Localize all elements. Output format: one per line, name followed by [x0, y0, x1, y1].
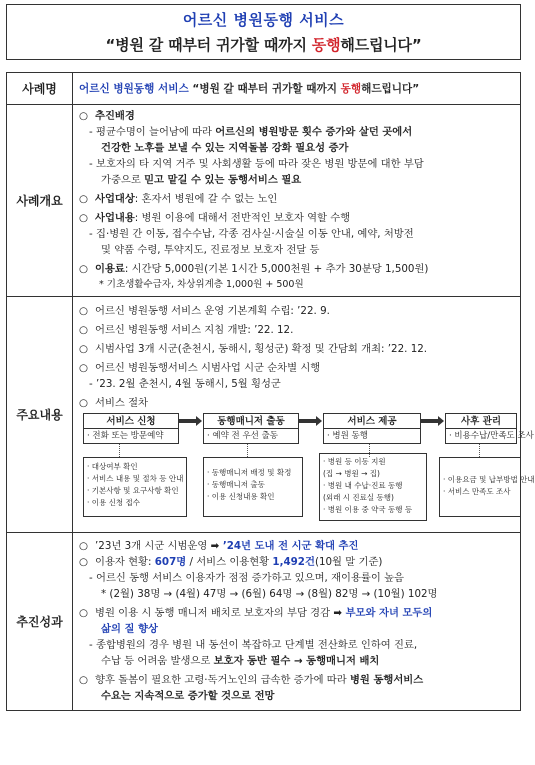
- case-name-pre: “병원 갈 때부터 귀가할 때까지: [188, 82, 341, 95]
- phase-followup-details: · 이용요금 및 납부방법 안내 · 서비스 만족도 조사: [439, 457, 521, 517]
- arrow-icon: [421, 419, 439, 423]
- case-name-row: [7, 73, 521, 105]
- phase-apply-desc: · 전화 또는 방문예약: [83, 429, 179, 444]
- header-subtitle-highlight: 동행: [311, 36, 341, 54]
- background-line-1: - 평균수명이 늘어남에 따라 어르신의 병원방문 횟수 증가와 살던 곳에서: [89, 126, 413, 138]
- result-line-5b: 삶의 질 향상: [101, 623, 158, 635]
- result-line-1: ○ ’23년 3개 시군 시범운영 ➡ ’24년 도내 전 시군 확대 추진: [79, 538, 515, 554]
- phase-service-title: 서비스 제공: [323, 413, 421, 429]
- timeline-item-3: ○ 시범사업 3개 시군(춘천시, 동해시, 횡성군) 확정 및 간담회 개최: ’22. 12.: [79, 341, 515, 357]
- content-line-3: 및 약품 수령, 투약지도, 진료정보 보호자 전달 등: [101, 244, 320, 256]
- header-subtitle-pre: “병원 갈 때부터 귀가할 때까지: [105, 36, 312, 54]
- case-table: [6, 72, 535, 711]
- phase-service-details: · 병원 등 이동 지원 (집 → 병원 → 집) · 병원 내 수납·진료 동행 (외래 시 진료실 동행) · 병원 이용 중 약국 동행 등: [319, 453, 427, 521]
- results-content: [73, 533, 521, 711]
- phase-followup-title: 사후 관리: [445, 413, 517, 429]
- result-line-5: ○ 병원 이용 시 동행 매니저 배치로 보호자의 부담 경감 ➡ 부모와 자녀 모두의: [79, 605, 515, 621]
- content-line-2: - 집·병원 간 이동, 접수수납, 각종 검사실·시술실 이동 안내, 예약, 처방전: [89, 228, 414, 240]
- case-name-highlight: 동행: [340, 82, 362, 95]
- procedure-diagram: [79, 413, 535, 525]
- result-line-8b: 수요는 지속적으로 증가할 것으로 전망: [101, 690, 275, 702]
- result-line-7: 수납 등 어려움 발생으로 보호자 동반 필수 → 동행매니저 배치: [101, 655, 380, 667]
- header-subtitle: [7, 34, 520, 55]
- phase-followup-desc: · 비용수납/만족도 조사: [445, 429, 517, 444]
- case-name-label: 사례명: [7, 73, 73, 105]
- case-name-value: [73, 73, 521, 105]
- phase-dispatch-desc: · 예약 전 우선 출동: [203, 429, 299, 444]
- phase-apply-title: 서비스 신청: [83, 413, 179, 429]
- main-content-cell: [73, 297, 535, 533]
- results-label: 추진성과: [7, 533, 73, 711]
- phase-service-desc: · 병원 동행: [323, 429, 421, 444]
- result-line-4: * (2월) 38명 → (4월) 47명 → (6월) 64명 → (8월) 82명 → (10월) 102명: [101, 588, 438, 600]
- target-line: ○ 사업대상: 혼자서 병원에 갈 수 없는 노인: [79, 191, 515, 207]
- case-name-post: 해드립니다”: [361, 82, 420, 95]
- connector-line: [479, 444, 480, 457]
- result-line-6: - 종합병원의 경우 병원 내 동선이 복잡하고 단계별 전산화로 인하여 진료,: [89, 639, 418, 651]
- background-line-3: - 보호자의 타 지역 거주 및 사회생활 등에 따라 잦은 병원 방문에 대한 부담: [89, 158, 424, 170]
- background-heading: ○ 추진배경: [79, 108, 515, 124]
- fee-note: * 기초생활수급자, 차상위계층 1,000원 + 500원: [99, 279, 304, 290]
- results-row: [7, 533, 521, 711]
- result-line-2: ○ 이용자 현황: 607명 / 서비스 이용현황 1,492건(10월 말 기준): [79, 554, 515, 570]
- main-content-row: [7, 297, 521, 533]
- fee-line: ○ 이용료: 시간당 5,000원(기본 1시간 5,000천원 + 추가 30분당 1,500원): [79, 261, 515, 277]
- overview-label: 사례개요: [7, 105, 73, 297]
- background-line-2: 건강한 노후를 보낼 수 있는 지역돌봄 강화 필요성 증가: [101, 142, 349, 154]
- page-header: [6, 4, 521, 60]
- case-name-blue: 어르신 병원동행 서비스: [79, 82, 189, 95]
- arrow-icon: [179, 419, 197, 423]
- phase-dispatch-details: · 동행매니저 배정 및 확정 · 동행매니저 출동 · 이용 신청내용 확인: [203, 457, 303, 517]
- header-title: 어르신 병원동행 서비스: [182, 11, 345, 29]
- content-line: ○ 사업내용: 병원 이용에 대해서 전반적인 보호자 역할 수행: [79, 210, 515, 226]
- overview-content: [73, 105, 521, 297]
- overview-row: [7, 105, 521, 297]
- timeline-item-4: ○ 어르신 병원동행서비스 시범사업 시군 순차별 시행: [79, 360, 515, 376]
- main-content-label: 주요내용: [7, 297, 73, 533]
- connector-line: [247, 444, 248, 457]
- result-line-3: - 어르신 동행 서비스 이용자가 점점 증가하고 있으며, 재이용률이 높음: [89, 572, 404, 584]
- phase-dispatch-title: 동행매니저 출동: [203, 413, 299, 429]
- timeline-sub-item: - ’23. 2월 춘천시, 4월 동해시, 5월 횡성군: [89, 378, 281, 390]
- connector-line: [119, 444, 120, 457]
- procedure-heading: ○ 서비스 절차: [79, 395, 515, 411]
- arrow-icon: [299, 419, 317, 423]
- background-line-4: 가중으로 믿고 맡길 수 있는 동행서비스 필요: [101, 174, 302, 186]
- timeline-item-1: ○ 어르신 병원동행 서비스 운영 기본계획 수립: ’22. 9.: [79, 303, 515, 319]
- result-line-8: ○ 향후 돌봄이 필요한 고령·독거노인의 급속한 증가에 따라 병원 동행서비스: [79, 672, 515, 688]
- timeline-item-2: ○ 어르신 병원동행 서비스 지침 개발: ’22. 12.: [79, 322, 515, 338]
- phase-apply-details: · 대상여부 확인 · 서비스 내용 및 절차 등 안내 · 기본사항 및 요구사항 확인 · 이용 신청 접수: [83, 457, 187, 517]
- header-subtitle-post: 해드립니다”: [340, 36, 422, 54]
